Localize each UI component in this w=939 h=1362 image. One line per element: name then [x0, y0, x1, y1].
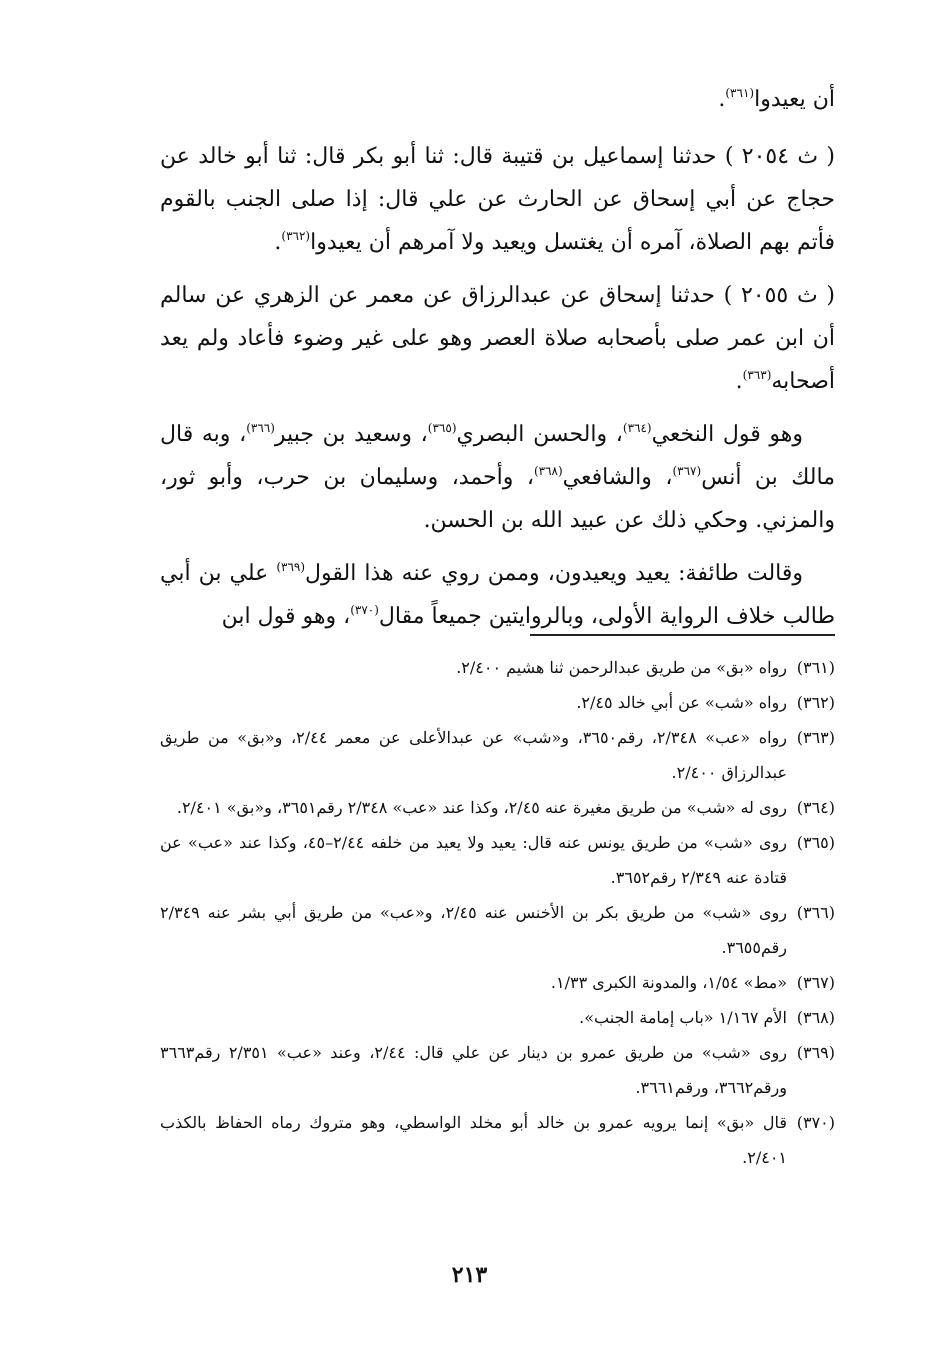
footnote-text: «مط» ١/٥٤، والمدونة الكبرى ١/٣٣. [550, 973, 787, 992]
period: . [718, 87, 726, 112]
footnote-369 [160, 1035, 835, 1105]
footnote-text: روى له «شب» من طريق مغيرة عنه ٢/٤٥، وكذا عند «عب» ٢/٣٤٨ رقم٣٦٥١، و«بق» ٢/٤٠١. [176, 798, 787, 817]
footnote-ref-365: (٣٦٥) [427, 421, 457, 435]
footnote-number: (٣٦٩) [796, 1043, 835, 1062]
paragraph-text: ، وسعيد بن جبير [274, 422, 428, 447]
paragraph-text: أن يعيدوا [754, 87, 835, 112]
paragraph-text: ، وهو قول ابن [221, 604, 351, 629]
footnote-ref-362: (٣٦٢) [281, 229, 311, 243]
footnote-ref-367: (٣٦٧) [672, 464, 702, 478]
paragraph-scholars-opinion [160, 413, 835, 542]
footnote-text: روى «شب» من طريق عمرو بن دينار عن علي قال: ٢/٤٤، وعند «عب» ٢/٣٥١ رقم٣٦٦٣ ورقم٣٦٦٢، ورقم٣٦٦١. [160, 1043, 788, 1097]
footnote-366 [160, 895, 835, 965]
paragraph-text: ، وأحمد، وسليمان بن حرب، وأبو ثور، والمزني. وحكي ذلك عن عبيد الله بن الحسن. [160, 465, 835, 533]
footnote-365 [160, 825, 835, 895]
footnote-number: (٣٦٨) [796, 1008, 835, 1027]
footnote-368 [160, 1000, 835, 1035]
footnote-363 [160, 720, 835, 790]
footnote-number: (٣٦٣) [796, 728, 835, 747]
paragraph-other-group [160, 552, 835, 638]
paragraph-text: ( ث ٢٠٥٥ ) حدثنا إسحاق عن عبدالرزاق عن معمر عن الزهري عن سالم أن ابن عمر صلى بأصحابه صلاة العصر وهو على غير وضوء فأعاد ولم يعد أصحابه [160, 283, 836, 394]
footnote-ref-368: (٣٦٨) [533, 464, 563, 478]
footnote-370 [160, 1105, 835, 1175]
footnote-number: (٣٦٥) [796, 833, 835, 852]
paragraph-text: ، وبه قال مالك بن أنس [160, 422, 835, 490]
footnote-text: رواه «شب» عن أبي خالد ٢/٤٥. [576, 693, 787, 712]
main-text-block [160, 78, 835, 648]
footnote-text: رواه «بق» من طريق عبدالرحمن ثنا هشيم ٢/٤٠٠. [456, 658, 787, 677]
paragraph-text: وهو قول النخعي [651, 422, 804, 447]
footnote-ref-369: (٣٦٩) [276, 560, 306, 574]
footnote-362 [160, 685, 835, 720]
paragraph-text: علي بن أبي طالب خلاف الرواية الأولى، وبالروايتين جميعاً مقال [160, 561, 835, 629]
paragraph-athar-2055 [160, 274, 835, 403]
paragraph-text: ، والشافعي [562, 465, 673, 490]
footnote-ref-366: (٣٦٦) [246, 421, 275, 435]
footnote-number: (٣٦٧) [796, 973, 835, 992]
footnote-361 [160, 650, 835, 685]
footnote-text: روى «شب» من طريق بكر بن الأخنس عنه ٢/٤٥، و«عب» من طريق أبي بشر عنه ٢/٣٤٩ رقم٣٦٥٥. [160, 903, 788, 957]
footnote-367 [160, 965, 835, 1000]
page-number: ٢١٣ [451, 1262, 488, 1288]
paragraph-text: وقالت طائفة: يعيد ويعيدون، وممن روي عنه هذا القول [305, 561, 804, 586]
paragraph-1 [160, 78, 835, 121]
footnote-number: (٣٦١) [796, 658, 835, 677]
footnote-ref-363: (٣٦٣) [742, 368, 772, 382]
paragraph-text: ( ث ٢٠٥٤ ) حدثنا إسماعيل بن قتيبة قال: ثنا أبو بكر قال: ثنا أبو خالد عن حجاج عن أبي إسحاق عن الحارث عن علي قال: إذا صلى الجنب بالقوم فأتم بهم الصلاة، آمره أن يغتسل ويعيد ولا آمرهم أن يعيدوا [160, 144, 836, 255]
footnote-number: (٣٧٠) [796, 1113, 835, 1132]
footnote-ref-370: (٣٧٠) [350, 603, 379, 617]
footnote-ref-364: (٣٦٤) [622, 421, 652, 435]
footnote-text: قال «بق» إنما يرويه عمرو بن خالد أبو مخلد الواسطي، وهو متروك رماه الحفاظ بالكذب ٢/٤٠١. [160, 1113, 787, 1167]
footnote-text: رواه «عب» ٢/٣٤٨، رقم٣٦٥٠، و«شب» عن عبدالأعلى عن معمر ٢/٤٤، و«بق» من طريق عبدالرزاق ٢/٤٠٠. [160, 728, 787, 782]
footnote-number: (٣٦٦) [796, 903, 835, 922]
period: . [735, 369, 743, 394]
period: . [274, 230, 282, 255]
footnote-ref-361: (٣٦١) [725, 86, 755, 100]
paragraph-text: ، والحسن البصري [456, 422, 623, 447]
footnote-text: الأم ١/١٦٧ «باب إمامة الجنب». [579, 1008, 787, 1027]
footnote-number: (٣٦٢) [796, 693, 835, 712]
footnote-number: (٣٦٤) [796, 798, 835, 817]
paragraph-athar-2054 [160, 135, 835, 264]
footnote-364 [160, 790, 835, 825]
footnote-text: روى «شب» من طريق يونس عنه قال: يعيد ولا يعيد من خلفه ٢/٤٤–٤٥، وكذا عند «عب» عن قتادة عنه ٢/٣٤٩ رقم٣٦٥٢. [160, 833, 787, 887]
footnotes-section [160, 650, 835, 1175]
footnote-separator [530, 634, 835, 636]
